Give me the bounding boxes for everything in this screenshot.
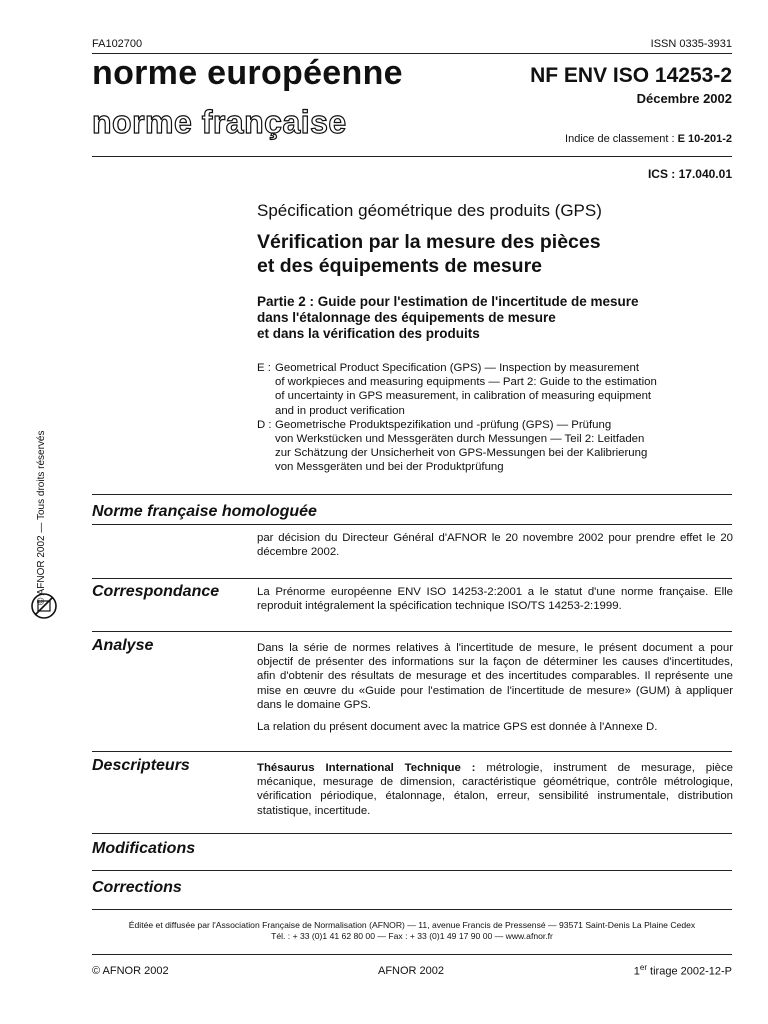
descripteurs-text [257, 761, 733, 818]
english-prefix: E : [257, 362, 271, 374]
german-line: Geometrische Produktspezifikation und -prüfung (GPS) — Prüfung [275, 418, 612, 431]
footer-rule [92, 909, 732, 910]
main-title-line-2: et des équipements de mesure [257, 255, 543, 277]
copyright-vertical-text: © AFNOR 2002 — Tous droits réservés [36, 430, 47, 605]
publisher-line-2: Tél. : + 33 (0)1 41 62 80 00 — Fax : + 33 (0)1 49 17 90 00 — www.afnor.fr [271, 931, 553, 941]
main-title [257, 230, 601, 278]
analyse-paragraph-2: La relation du présent document avec la matrice GPS est donnée à l'Annexe D. [257, 721, 658, 734]
footer-copyright: © AFNOR 2002 [92, 965, 169, 977]
section-divider [92, 578, 732, 579]
part-title [257, 294, 639, 342]
section-divider [92, 494, 732, 495]
side-copyright [26, 395, 66, 635]
issn: ISSN 0335-3931 [650, 38, 732, 50]
english-line: Geometrical Product Specification (GPS) — Inspection by measurement [275, 362, 640, 374]
translation-english [257, 361, 727, 418]
section-title-analyse: Analyse [92, 637, 154, 654]
ics-code: ICS : 17.040.01 [647, 167, 732, 181]
main-title-line-1: Vérification par la mesure des pièces [257, 231, 601, 253]
part-title-line-3: et dans la vérification des produits [257, 326, 480, 341]
title-norme-francaise: norme française [92, 104, 347, 140]
classement-rule [92, 156, 732, 157]
tirage-number: 1 [633, 965, 640, 978]
section-title-corrections: Corrections [92, 879, 182, 896]
publication-date: Décembre 2002 [636, 91, 732, 106]
section-divider [92, 524, 732, 525]
section-title-descripteurs: Descripteurs [92, 757, 190, 774]
descripteurs-keywords: métrologie, instrument de mesurage, pièce mécanique, mesurage de dimension, caractéristique géométrique, contrôle métrologique, vérification périodique, étalonnage, étalon, erreur, sensibilité instrumentale, distribution statistique, incertitude. [257, 762, 734, 817]
homologuee-text: par décision du Directeur Général d'AFNOR le 20 novembre 2002 pour prendre effet le 20 décembre 2002. [257, 532, 733, 559]
descripteurs-label: Thésaurus International Technique : [257, 762, 476, 774]
part-title-line-2: dans l'étalonnage des équipements de mesure [257, 310, 556, 325]
footer-tirage [634, 963, 732, 978]
german-prefix: D : [257, 418, 272, 431]
no-copy-icon [29, 591, 59, 621]
section-title-modifications: Modifications [92, 840, 196, 857]
publisher-info [92, 920, 732, 942]
correspondance-text: La Prénorme européenne ENV ISO 14253-2:2001 a le statut d'une norme française. Elle reproduit intégralement la spécification technique ISO/TS 14253-2:1999. [257, 586, 733, 613]
analyse-paragraph-1: Dans la série de normes relatives à l'incertitude de mesure, le présent document a pour objectif de présenter des informations sur la façon de déterminer les causes d'incertitudes, afin d'obtenir des résultats de mesurage et des incertitudes comparables. Il représente une mise en œuvre du «Guide pour l'estimation de l'incertitude de mesure» (GUM) à appliquer dans le domaine GPS. [257, 642, 733, 711]
footer-center: AFNOR 2002 [378, 965, 445, 977]
footer-rule [92, 954, 732, 955]
tirage-text: tirage 2002-12-P [647, 965, 732, 978]
translation-german [257, 418, 727, 475]
title-norme-europeenne: norme européenne [92, 54, 403, 92]
part-title-line-1: Partie 2 : Guide pour l'estimation de l'incertitude de mesure [257, 294, 639, 309]
section-divider [92, 870, 732, 871]
indice-classement [565, 133, 732, 145]
german-line: von Messgeräten und bei der Produktprüfung [275, 461, 504, 474]
tirage-superscript: er [639, 963, 647, 972]
section-divider [92, 631, 732, 632]
english-line: and in product verification [275, 404, 405, 417]
classement-label: Indice de classement : [565, 133, 675, 145]
translations [257, 361, 727, 475]
publisher-line-1: Éditée et diffusée par l'Association Française de Normalisation (AFNOR) — 11, avenue Francis de Pressensé — 93571 Saint-Denis La Plaine Cedex [128, 920, 696, 930]
german-line: zur Schätzung der Unsicherheit von GPS-Messungen bei der Kalibrierung [275, 447, 648, 460]
german-line: von Werkstücken und Messgeräten durch Messungen — Teil 2: Leitfaden [275, 433, 645, 446]
classement-value: E 10-201-2 [677, 133, 732, 145]
spec-title: Spécification géométrique des produits (GPS) [257, 201, 602, 220]
section-divider [92, 833, 732, 834]
analyse-text [257, 641, 733, 734]
english-line: of uncertainty in GPS measurement, in calibration of measuring equipment [275, 390, 652, 403]
section-title-homologuee: Norme française homologuée [92, 503, 317, 520]
document-ref: FA102700 [92, 38, 143, 50]
section-divider [92, 751, 732, 752]
english-line: of workpieces and measuring equipments — Part 2: Guide to the estimation [275, 376, 657, 389]
section-title-correspondance: Correspondance [92, 583, 220, 600]
standard-number: NF ENV ISO 14253-2 [530, 64, 732, 87]
